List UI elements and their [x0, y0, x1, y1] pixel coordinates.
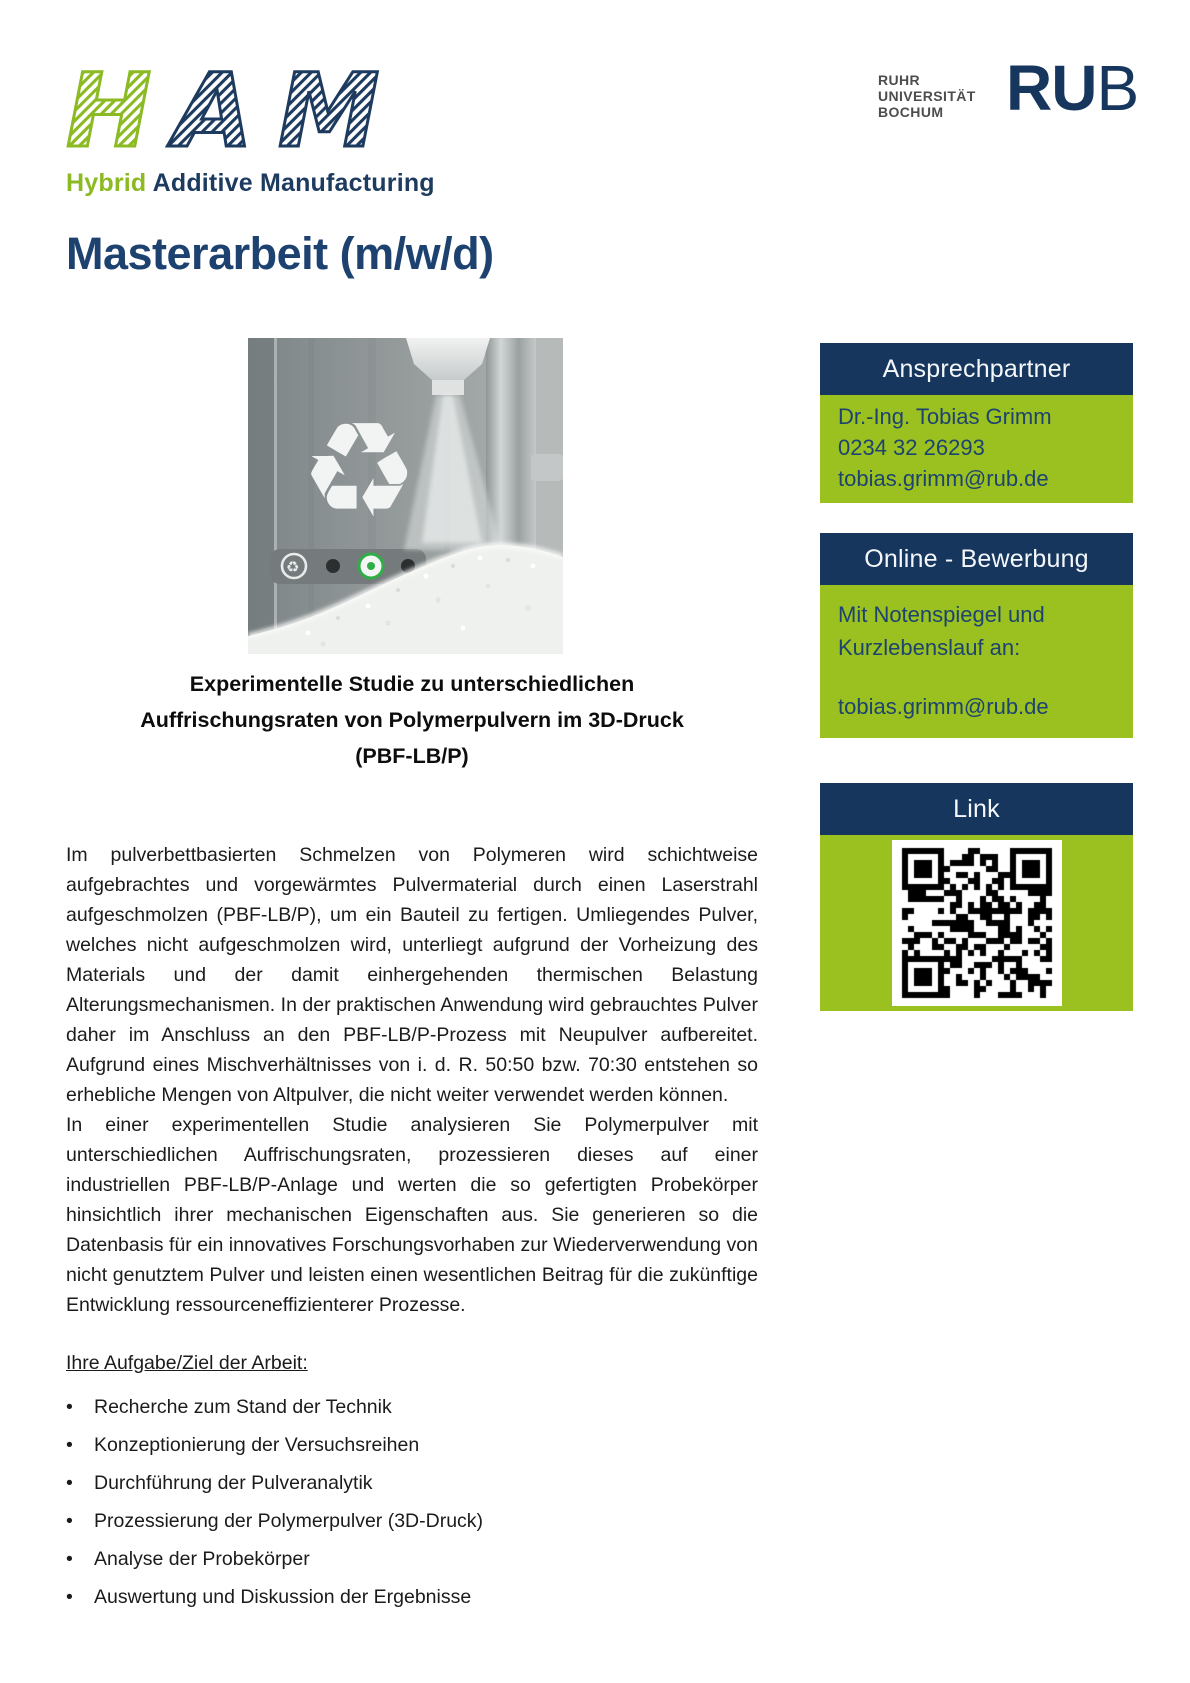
- bullet-icon: •: [66, 1434, 73, 1456]
- description-paragraph-1: Im pulverbettbasierten Schmelzen von Polymeren wird schichtweise aufgebrachtes und vorgewärmtes Pulvermaterial durch einen Laserstrahl aufgeschmolzen (PBF-LB/P), um ein Bauteil zu fertigen. Umliegendes Pulver, welches nicht aufgeschmolzen wird, unterliegt aufgrund der Vorheizung des Materials und der damit einhergehenden thermischen Belastung Alterungsmechanismen. In der praktischen Anwendung wird gebrauchtes Pulver daher im Anschluss an den PBF-LB/P-Prozess mit Neupulver aufbereitet. Aufgrund eines Mischverhältnisses von i. d. R. 50:50 bzw. 70:30 entstehen so erhebliche Mengen von Altpulver, die nicht weiter verwendet werden können.: [66, 844, 758, 1106]
- svg-text:♻: ♻: [286, 558, 300, 576]
- task-item: [66, 1540, 758, 1578]
- ham-tagline-hybrid: Hybrid: [66, 169, 147, 197]
- bullet-icon: •: [66, 1396, 73, 1418]
- contact-section: [820, 343, 1133, 503]
- link-section: [820, 783, 1133, 1011]
- university-name: [878, 72, 976, 120]
- hero-image: [248, 338, 563, 654]
- recycle-icon: ♻: [300, 394, 419, 548]
- task-label: Durchführung der Pulveranalytik: [94, 1472, 373, 1494]
- ham-letter-h: H: [66, 58, 152, 162]
- bullet-icon: •: [66, 1472, 73, 1494]
- ham-logo-letters: [66, 58, 386, 162]
- application-box: [820, 585, 1133, 738]
- ham-tagline: [66, 169, 435, 198]
- thesis-title-line: Experimentelle Studie zu unterschiedlichen: [189, 672, 635, 696]
- contact-header: Ansprechpartner: [820, 343, 1133, 395]
- task-item: [66, 1578, 758, 1616]
- qr-code: [892, 840, 1062, 1006]
- sidebar: [820, 343, 1133, 1011]
- thesis-title-line: (PBF-LB/P): [355, 744, 469, 768]
- task-label: Auswertung und Diskussion der Ergebnisse: [94, 1586, 472, 1608]
- bullet-icon: •: [66, 1548, 73, 1570]
- task-item: [66, 1502, 758, 1540]
- thesis-title: [66, 666, 758, 774]
- link-header: Link: [820, 783, 1133, 835]
- application-note-line: Kurzlebenslauf an:: [838, 635, 1021, 660]
- application-header: Online - Bewerbung: [820, 533, 1133, 585]
- email-link[interactable]: tobias.grimm@rub.de: [838, 466, 1049, 491]
- thesis-title-line: Auffrischungsraten von Polymerpulvern im 3D-Druck: [140, 708, 684, 732]
- tasks-heading: Ihre Aufgabe/Ziel der Arbeit:: [66, 1352, 308, 1374]
- rub-logo: [1006, 52, 1139, 124]
- description: [66, 840, 758, 1320]
- task-label: Konzeptionierung der Versuchsreihen: [94, 1434, 420, 1456]
- panel-dot-button: [326, 559, 340, 573]
- bullet-icon: •: [66, 1510, 73, 1532]
- university-name-line: UNIVERSITÄT: [878, 88, 976, 104]
- rub-logo-b: B: [1096, 52, 1139, 124]
- ham-letter-m: M: [278, 58, 380, 162]
- task-label: Prozessierung der Polymerpulver (3D-Druck): [94, 1510, 484, 1532]
- qr-code-frame: [892, 840, 1062, 1006]
- tasks-section: [66, 1348, 758, 1616]
- task-item: [66, 1388, 758, 1426]
- university-name-line: RUHR: [878, 72, 921, 88]
- tasks-list: [66, 1388, 758, 1616]
- task-label: Analyse der Probekörper: [94, 1548, 310, 1570]
- contact-box: [820, 395, 1133, 503]
- link-box: [820, 835, 1133, 1011]
- application-note-line: Mit Notenspiegel und: [838, 602, 1045, 627]
- ham-tagline-rest: Additive Manufacturing: [152, 169, 435, 197]
- ham-letter-a: A: [174, 58, 253, 162]
- task-item: [66, 1426, 758, 1464]
- rub-logo-ru: RU: [1006, 52, 1097, 124]
- contact-name: Dr.-Ing. Tobias Grimm: [838, 404, 1052, 429]
- description-paragraph-2: In einer experimentellen Studie analysieren Sie Polymerpulver mit unterschiedlichen Auffrischungsraten, prozessieren dieses auf einer industriellen PBF-LB/P-Anlage und werten die so gefertigten Probekörper hinsichtlich ihrer mechanischen Eigenschaften aus. Sie generieren so die Datenbasis für ein innovatives Forschungsvorhaben zur Wiederverwendung von nicht genutztem Pulver und leisten einen wesentlichen Beitrag für die zukünftige Entwicklung ressourceneffizienterer Prozesse.: [66, 1114, 758, 1316]
- powder-recycling-illustration: [248, 338, 563, 654]
- application-section: [820, 533, 1133, 738]
- task-item: [66, 1464, 758, 1502]
- university-name-line: BOCHUM: [878, 104, 944, 120]
- bracket: [531, 454, 563, 481]
- task-label: Recherche zum Stand der Technik: [94, 1396, 392, 1418]
- contact-phone: 0234 32 26293: [838, 435, 985, 460]
- ham-logo: [66, 58, 435, 198]
- page-title: Masterarbeit (m/w/d): [66, 228, 494, 279]
- bullet-icon: •: [66, 1586, 73, 1608]
- email-link[interactable]: tobias.grimm@rub.de: [838, 694, 1049, 719]
